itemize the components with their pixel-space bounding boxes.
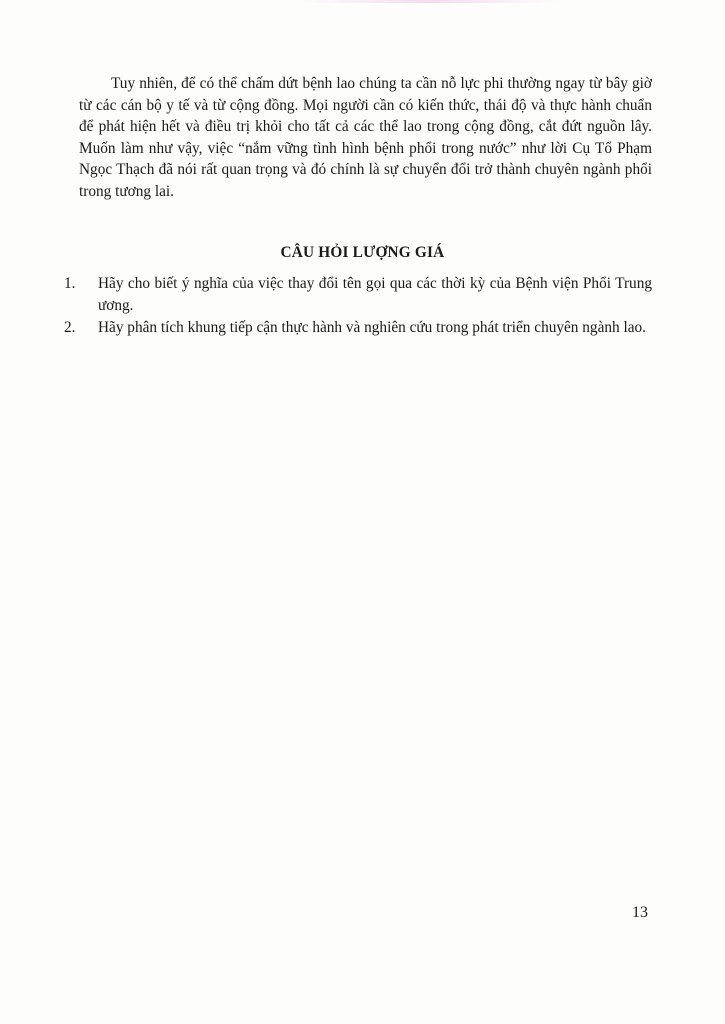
question-text: Hãy phân tích khung tiếp cận thực hành và nghiên cứu trong phát triển chuyên ngành lao. <box>98 319 646 336</box>
review-question <box>64 273 652 316</box>
question-number: 1. <box>64 275 76 292</box>
review-question <box>64 317 652 339</box>
question-text: Hãy cho biết ý nghĩa của việc thay đổi tên gọi qua các thời kỳ của Bệnh viện Phổi Trung ương. <box>98 275 652 314</box>
page-number: 13 <box>632 904 648 921</box>
scan-edge-tint <box>300 0 560 3</box>
question-number: 2. <box>64 319 76 336</box>
review-questions-heading: CÂU HỎI LƯỢNG GIÁ <box>280 244 445 261</box>
body-paragraph: Tuy nhiên, để có thể chấm dứt bệnh lao chúng ta cần nỗ lực phi thường ngay từ bây giờ từ các cán bộ y tế và từ cộng đồng. Mọi người cần có kiến thức, thái độ và thực hành chuẩn để phát hiện hết và điều trị khỏi cho tất cả các thể lao trong cộng đồng, cắt đứt nguồn lây. Muốn làm như vậy, việc “nắm vững tình hình bệnh phổi trong nước” như lời Cụ Tổ Phạm Ngọc Thạch đã nói rất quan trọng và đó chính là sự chuyển đổi trở thành chuyên ngành phổi trong tương lai. <box>79 75 652 200</box>
